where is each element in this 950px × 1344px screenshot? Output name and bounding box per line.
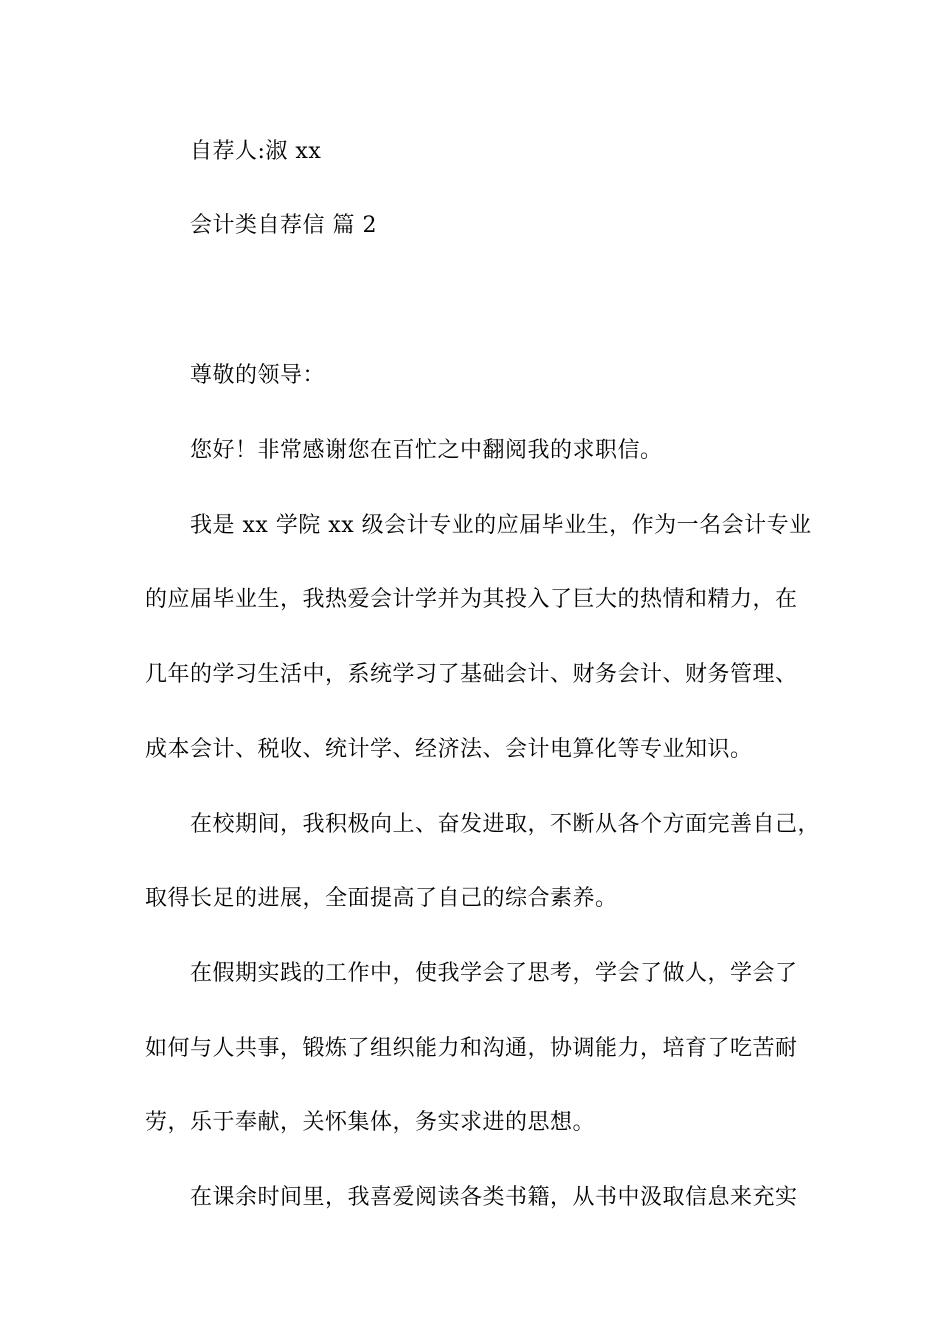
salutation: 尊敬的领导： <box>190 363 326 388</box>
paragraph-line: 几年的学习生活中，系统学习了基础会计、财务会计、财务管理、 <box>145 662 798 687</box>
signature-line: 自荐人:淑 xx <box>190 139 322 164</box>
paragraph-line: 在假期实践的工作中，使我学会了思考，学会了做人，学会了 <box>190 961 798 986</box>
paragraph-line: 在课余时间里，我喜爱阅读各类书籍，从书中汲取信息来充实 <box>190 1185 798 1210</box>
paragraph-line: 成本会计、税收、统计学、经济法、会计电算化等专业知识。 <box>145 737 753 762</box>
paragraph-line: 在校期间，我积极向上、奋发进取，不断从各个方面完善自己， <box>190 812 821 837</box>
greeting-line: 您好！非常感谢您在百忙之中翻阅我的求职信。 <box>190 438 663 463</box>
paragraph-line: 如何与人共事，锻炼了组织能力和沟通，协调能力，培育了吃苦耐 <box>145 1036 798 1061</box>
paragraph-line: 取得长足的进展，全面提高了自己的综合素养。 <box>145 886 618 911</box>
paragraph-line: 劳，乐于奉献，关怀集体，务实求进的思想。 <box>145 1110 596 1135</box>
paragraph-line: 的应届毕业生，我热爱会计学并为其投入了巨大的热情和精力，在 <box>145 587 798 612</box>
section-heading: 会计类自荐信 篇 2 <box>190 213 377 238</box>
paragraph-line: 我是 xx 学院 xx 级会计专业的应届毕业生，作为一名会计专业 <box>190 513 812 538</box>
